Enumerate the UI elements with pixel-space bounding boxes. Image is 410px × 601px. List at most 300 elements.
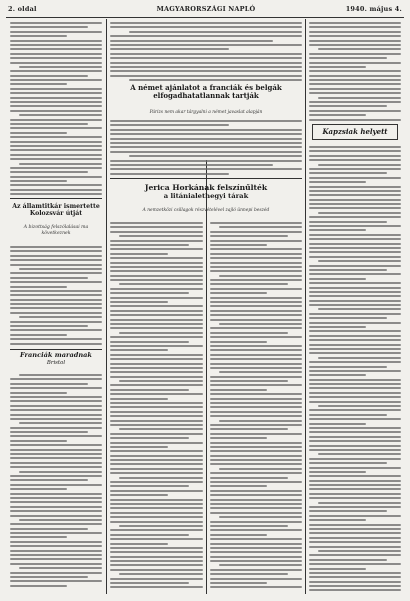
text-line <box>309 361 401 363</box>
page-number: 2. oldal <box>8 5 37 13</box>
center-main-headline <box>110 184 302 201</box>
text-line <box>10 303 102 305</box>
text-line <box>110 560 203 562</box>
text-line <box>10 184 102 186</box>
text-line <box>210 393 302 395</box>
text-line <box>309 330 401 332</box>
text-line <box>10 506 102 508</box>
text-line <box>110 297 203 299</box>
text-line <box>10 53 102 55</box>
text-line <box>309 510 387 512</box>
text-line <box>10 264 102 266</box>
text-line <box>318 453 401 455</box>
text-line <box>110 173 229 175</box>
text-line <box>210 543 302 545</box>
text-line <box>309 287 401 289</box>
text-line <box>309 150 401 152</box>
text-line <box>309 458 401 460</box>
text-line <box>110 556 203 558</box>
text-line <box>129 155 302 157</box>
text-line <box>210 433 302 435</box>
text-line <box>210 292 267 294</box>
text-line <box>110 586 203 588</box>
text-line <box>110 564 203 566</box>
text-line <box>309 101 401 103</box>
text-line <box>110 521 203 523</box>
text-line <box>110 314 203 316</box>
text-line <box>309 484 401 486</box>
text-line <box>10 312 102 314</box>
text-line <box>110 543 168 545</box>
text-line <box>210 490 302 492</box>
text-line <box>309 70 401 72</box>
text-line <box>110 231 203 233</box>
text-line <box>10 123 88 125</box>
center-main-subhead: A nemzetközi csillagok részvételével zajló ünnepi beszéd <box>142 208 270 213</box>
text-line <box>119 283 203 285</box>
text-line <box>19 374 102 376</box>
text-line <box>210 363 302 365</box>
text-line <box>219 564 302 566</box>
bottom-left-headline-line2: Bristol <box>46 359 66 366</box>
text-line <box>110 319 203 321</box>
text-line <box>309 295 401 297</box>
text-line <box>110 270 203 272</box>
text-line <box>110 226 203 228</box>
text-line <box>309 75 401 77</box>
text-line <box>210 253 302 255</box>
text-line <box>309 392 401 394</box>
text-line <box>10 92 102 94</box>
text-line <box>309 300 401 302</box>
text-line <box>119 477 203 479</box>
text-line <box>309 366 387 368</box>
text-line <box>309 497 401 499</box>
text-line <box>309 273 401 275</box>
text-line <box>210 283 288 285</box>
text-line <box>110 354 203 356</box>
text-line <box>309 387 401 389</box>
text-line <box>110 22 302 24</box>
text-line <box>309 291 401 293</box>
text-line <box>110 262 203 264</box>
top-center-subhead: Párizs nem akar tárgyalni a német javaslat alapján <box>149 110 263 115</box>
text-line <box>309 313 401 315</box>
text-line <box>10 127 102 129</box>
text-line <box>309 339 401 341</box>
text-line <box>210 257 302 259</box>
text-line <box>210 428 288 430</box>
text-line <box>10 255 102 257</box>
text-line <box>10 325 88 327</box>
text-line <box>110 503 203 505</box>
text-line <box>309 105 387 107</box>
text-line <box>10 180 67 182</box>
text-line <box>110 305 203 307</box>
text-line <box>10 193 102 195</box>
text-line <box>10 334 67 336</box>
text-line <box>309 265 401 267</box>
text-line <box>210 222 302 224</box>
text-line <box>10 101 102 103</box>
text-line <box>309 436 401 438</box>
text-line <box>10 171 88 173</box>
text-line <box>10 250 102 252</box>
text-line <box>210 402 302 404</box>
text-line <box>10 281 102 283</box>
text-line <box>210 578 302 580</box>
text-line <box>210 406 302 408</box>
text-line <box>10 246 102 248</box>
text-line <box>210 244 267 246</box>
text-line <box>210 345 302 347</box>
text-line <box>219 226 302 228</box>
text-line <box>10 70 102 72</box>
text-line <box>110 53 302 55</box>
text-line <box>110 292 189 294</box>
text-line <box>10 62 102 64</box>
top-center-headline: A német ajánlatot a franciák és belgák elfogadhatatlannak tartják <box>130 83 282 101</box>
text-line <box>110 168 302 170</box>
text-line <box>10 343 102 345</box>
text-line <box>309 462 387 464</box>
text-line <box>210 472 302 474</box>
text-line <box>309 203 401 205</box>
text-line <box>10 528 88 530</box>
text-line <box>210 319 302 321</box>
text-line <box>210 279 302 281</box>
text-line <box>110 138 302 140</box>
text-line <box>219 420 302 422</box>
center-main-headline-line2: a litánialethegyi tárak <box>163 191 249 200</box>
text-line <box>110 376 203 378</box>
text-line <box>210 481 302 483</box>
text-line <box>219 516 302 518</box>
text-line <box>19 268 102 270</box>
text-line <box>119 573 203 575</box>
text-line <box>309 370 401 372</box>
newspaper-title: MAGYARORSZÁGI NAPLÓ <box>156 5 256 13</box>
text-line <box>309 229 366 231</box>
text-line <box>10 453 102 455</box>
text-line <box>309 414 387 416</box>
text-line <box>110 516 203 518</box>
text-line <box>309 53 401 55</box>
text-line <box>318 550 401 552</box>
text-line <box>309 581 401 583</box>
text-line <box>309 379 401 381</box>
bottom-left-headline <box>10 352 102 366</box>
text-line <box>10 462 102 464</box>
text-line <box>110 442 203 444</box>
text-line <box>10 83 67 85</box>
text-line <box>309 110 401 112</box>
text-line <box>210 525 288 527</box>
text-line <box>309 247 401 249</box>
text-line <box>10 97 102 99</box>
text-line <box>110 582 189 584</box>
text-line <box>110 66 302 68</box>
text-line <box>110 363 203 365</box>
text-line <box>110 248 203 250</box>
text-line <box>10 48 102 50</box>
text-line <box>309 471 366 473</box>
text-line <box>309 493 401 495</box>
text-line <box>309 83 401 85</box>
text-line <box>10 427 102 429</box>
text-line <box>318 502 401 504</box>
text-line <box>210 450 302 452</box>
text-line <box>318 357 401 359</box>
text-line <box>309 159 401 161</box>
right-box-headline: Kapzsiak helyett <box>312 124 398 140</box>
text-line <box>309 88 401 90</box>
text-line <box>210 534 267 536</box>
text-line <box>119 428 203 430</box>
text-line <box>210 477 288 479</box>
text-line <box>119 332 203 334</box>
text-line <box>309 344 401 346</box>
text-line <box>210 305 302 307</box>
text-line <box>110 151 302 153</box>
text-line <box>10 35 67 37</box>
text-line <box>318 48 401 50</box>
text-line <box>10 532 102 534</box>
text-line <box>10 286 67 288</box>
text-line <box>19 422 102 424</box>
text-line <box>110 70 302 72</box>
text-line <box>110 468 203 470</box>
text-line <box>10 290 102 292</box>
text-line <box>10 563 102 565</box>
text-line <box>210 529 302 531</box>
text-line <box>309 269 387 271</box>
column-divider <box>305 19 306 594</box>
text-line <box>210 499 302 501</box>
text-line <box>110 569 203 571</box>
text-line <box>309 181 366 183</box>
text-line <box>309 423 366 425</box>
text-line <box>210 288 302 290</box>
text-line <box>110 437 189 439</box>
text-line <box>10 57 102 59</box>
text-line <box>10 396 102 398</box>
text-line <box>309 352 401 354</box>
text-line <box>10 392 67 394</box>
text-line <box>10 40 102 42</box>
text-line <box>110 75 302 77</box>
text-line <box>10 299 102 301</box>
text-line <box>10 149 102 151</box>
text-line <box>309 585 401 587</box>
text-line <box>210 341 267 343</box>
text-line <box>309 589 401 591</box>
text-line <box>119 235 203 237</box>
text-line <box>110 424 203 426</box>
text-line <box>309 475 401 477</box>
text-line <box>309 172 387 174</box>
text-line <box>110 490 203 492</box>
text-line <box>309 401 401 403</box>
text-line <box>210 551 302 553</box>
text-line <box>219 371 302 373</box>
text-line <box>309 177 401 179</box>
text-line <box>210 512 302 514</box>
text-line <box>309 26 401 28</box>
text-line <box>309 238 401 240</box>
text-line <box>10 572 102 574</box>
text-line <box>110 62 302 64</box>
text-line <box>110 244 189 246</box>
text-line <box>309 282 401 284</box>
text-line <box>210 442 302 444</box>
text-line <box>210 569 302 571</box>
text-line <box>110 481 203 483</box>
text-line <box>110 160 302 162</box>
text-line <box>110 323 203 325</box>
text-line <box>10 558 102 560</box>
text-line <box>110 463 203 465</box>
text-line <box>110 494 168 496</box>
text-line <box>309 449 401 451</box>
text-line <box>10 545 102 547</box>
text-line <box>210 485 267 487</box>
text-line <box>10 580 102 582</box>
left-headline-line2: Kolozsvár útját <box>29 210 83 218</box>
text-line <box>309 234 401 236</box>
text-line <box>309 532 401 534</box>
text-line <box>10 484 102 486</box>
text-line <box>110 129 302 131</box>
text-line <box>110 40 273 42</box>
left-headline <box>8 203 104 217</box>
text-line <box>309 44 401 46</box>
text-line <box>309 559 387 561</box>
text-line <box>309 221 387 223</box>
header-rule <box>6 17 404 18</box>
text-line <box>10 515 102 517</box>
text-line <box>309 335 401 337</box>
text-line <box>110 327 203 329</box>
text-line <box>210 437 267 439</box>
text-line <box>10 88 102 90</box>
text-line <box>10 523 102 525</box>
text-line <box>309 572 401 574</box>
text-line <box>309 256 401 258</box>
text-line <box>210 231 302 233</box>
text-line <box>210 297 302 299</box>
text-line <box>10 457 102 459</box>
text-line <box>10 479 88 481</box>
text-line <box>10 167 102 169</box>
text-line <box>10 189 102 191</box>
text-line <box>309 383 401 385</box>
text-line <box>10 585 67 587</box>
text-line <box>110 310 203 312</box>
text-line <box>309 515 401 517</box>
text-line <box>10 488 67 490</box>
text-line <box>210 507 302 509</box>
text-line <box>309 92 401 94</box>
text-line <box>110 142 302 144</box>
text-line <box>129 31 302 33</box>
text-line <box>110 547 203 549</box>
text-line <box>309 199 401 201</box>
text-line <box>309 409 401 411</box>
text-line <box>309 568 366 570</box>
text-line <box>110 415 203 417</box>
text-line <box>210 270 302 272</box>
text-line <box>309 348 401 350</box>
text-line <box>309 194 401 196</box>
text-line <box>10 110 102 112</box>
text-line <box>10 119 102 121</box>
center-main-headline-line1: Jerica Horkának felszínűlték <box>144 183 268 192</box>
text-line <box>10 400 102 402</box>
text-line <box>210 367 302 369</box>
text-line <box>10 338 102 340</box>
text-line <box>309 119 401 121</box>
text-line <box>10 277 88 279</box>
text-line <box>309 66 366 68</box>
text-line <box>10 294 102 296</box>
text-line <box>309 207 401 209</box>
text-line <box>110 411 203 413</box>
text-line <box>219 468 302 470</box>
text-line <box>110 301 168 303</box>
text-line <box>19 519 102 521</box>
text-line <box>210 411 302 413</box>
text-line <box>210 384 302 386</box>
text-line <box>10 31 102 33</box>
text-line <box>210 314 302 316</box>
text-line <box>210 455 302 457</box>
text-line <box>309 524 401 526</box>
text-line <box>309 554 401 556</box>
text-line <box>110 450 203 452</box>
text-line <box>110 433 203 435</box>
left-headline-line1: Az államtitkár ismertette <box>12 203 100 210</box>
text-line <box>309 418 401 420</box>
text-line <box>10 418 102 420</box>
text-line <box>219 323 302 325</box>
text-line <box>110 459 203 461</box>
text-line <box>309 563 401 565</box>
left-subhead: A bizottság felszólalásai ma következnek <box>23 225 89 236</box>
text-line <box>309 62 401 64</box>
text-line <box>110 26 302 28</box>
text-line <box>10 536 67 538</box>
text-line <box>10 414 102 416</box>
text-line <box>10 501 102 503</box>
text-line <box>210 389 267 391</box>
text-line <box>110 398 168 400</box>
text-line <box>318 308 401 310</box>
text-line <box>110 222 203 224</box>
text-line <box>210 301 302 303</box>
text-line <box>10 444 102 446</box>
text-line <box>110 345 203 347</box>
text-line <box>318 164 401 166</box>
text-line <box>10 176 102 178</box>
issue-date: 1940. május 4. <box>345 5 402 13</box>
text-line <box>210 446 302 448</box>
text-line <box>309 251 401 253</box>
bottom-left-headline-line1: Franciák maradnak <box>19 351 92 359</box>
text-line <box>10 105 102 107</box>
text-line <box>110 446 168 448</box>
text-line <box>10 378 102 380</box>
